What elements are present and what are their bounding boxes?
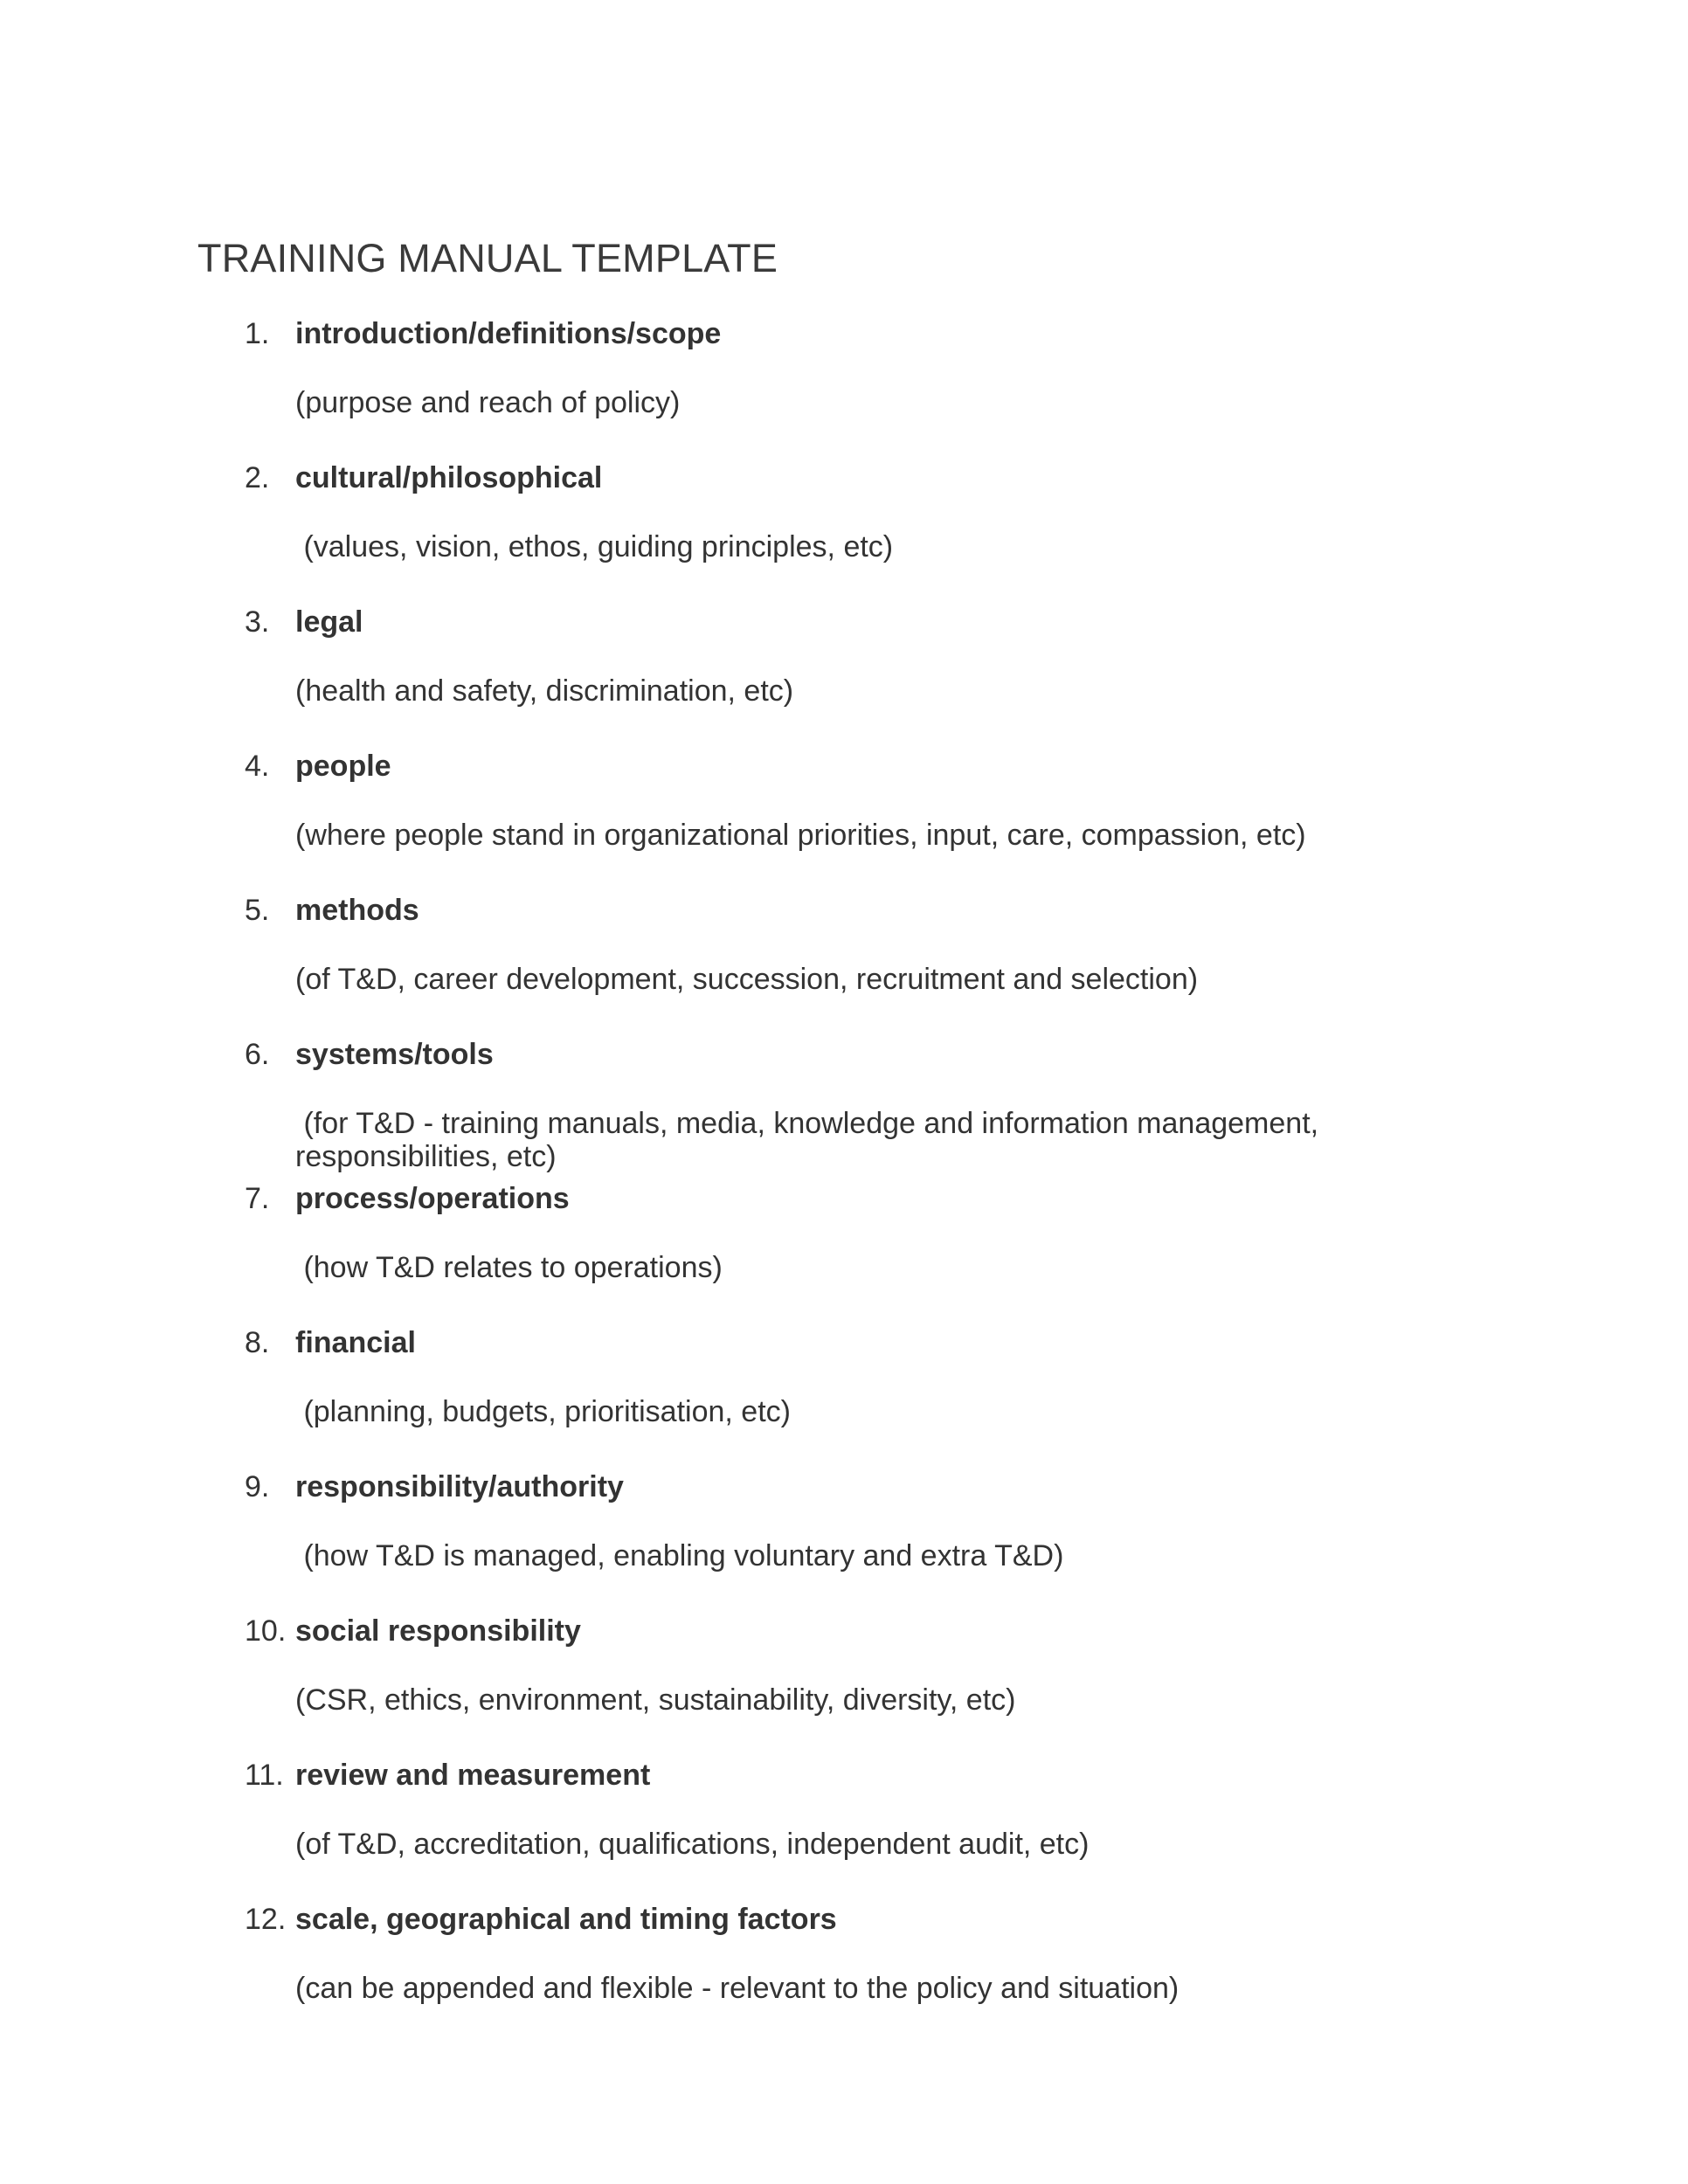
section-number: 3.: [245, 605, 270, 639]
section-description: (how T&D relates to operations): [295, 1251, 723, 1284]
section-number: 9.: [245, 1470, 270, 1503]
section-description: (purpose and reach of policy): [295, 386, 681, 419]
section-description: (CSR, ethics, environment, sustainability, diversity, etc): [295, 1683, 1016, 1717]
list-item: [0, 1612, 1688, 1756]
list-item: [0, 1179, 1688, 1324]
section-description: (how T&D is managed, enabling voluntary and extra T&D): [295, 1539, 1064, 1572]
section-heading: responsibility/authority: [295, 1470, 624, 1503]
section-heading: people: [295, 750, 391, 783]
section-heading: introduction/definitions/scope: [295, 317, 722, 350]
section-description: (planning, budgets, prioritisation, etc): [295, 1395, 791, 1428]
list-item: [0, 314, 1688, 459]
section-number: 10.: [245, 1614, 287, 1648]
list-item: [0, 1756, 1688, 1900]
section-number: 1.: [245, 317, 270, 350]
list-item: [0, 603, 1688, 747]
section-description: (can be appended and flexible - relevant to the policy and situation): [295, 1972, 1180, 2005]
list-item: [0, 459, 1688, 603]
list-item: [0, 1468, 1688, 1612]
section-description: (where people stand in organizational priorities, input, care, compassion, etc): [295, 819, 1306, 852]
section-heading: financial: [295, 1326, 416, 1359]
list-item: [0, 1324, 1688, 1468]
section-description: (of T&D, career development, succession, recruitment and selection): [295, 963, 1199, 996]
section-description: (of T&D, accreditation, qualifications, independent audit, etc): [295, 1828, 1090, 1861]
section-number: 8.: [245, 1326, 270, 1359]
section-description: (for T&D - training manuals, media, knowledge and information management, responsibilities, etc): [295, 1107, 1319, 1173]
section-number: 5.: [245, 894, 270, 927]
page-title: TRAINING MANUAL TEMPLATE: [197, 236, 778, 280]
section-number: 2.: [245, 461, 270, 494]
section-heading: cultural/philosophical: [295, 461, 603, 494]
section-heading: methods: [295, 894, 419, 927]
section-number: 12.: [245, 1903, 287, 1936]
list-item: [0, 1035, 1688, 1179]
section-number: 6.: [245, 1038, 270, 1071]
section-heading: scale, geographical and timing factors: [295, 1903, 837, 1936]
section-heading: legal: [295, 605, 363, 639]
section-description: (values, vision, ethos, guiding principles, etc): [295, 530, 894, 563]
section-number: 11.: [245, 1759, 284, 1792]
section-number: 4.: [245, 750, 270, 783]
section-heading: social responsibility: [295, 1614, 581, 1648]
list-item: [0, 1900, 1688, 2044]
section-description: (health and safety, discrimination, etc): [295, 674, 794, 708]
list-item: [0, 747, 1688, 891]
section-list: [0, 314, 1688, 2044]
section-heading: review and measurement: [295, 1759, 651, 1792]
section-heading: systems/tools: [295, 1038, 494, 1071]
section-number: 7.: [245, 1182, 270, 1215]
section-heading: process/operations: [295, 1182, 570, 1215]
list-item: [0, 891, 1688, 1035]
